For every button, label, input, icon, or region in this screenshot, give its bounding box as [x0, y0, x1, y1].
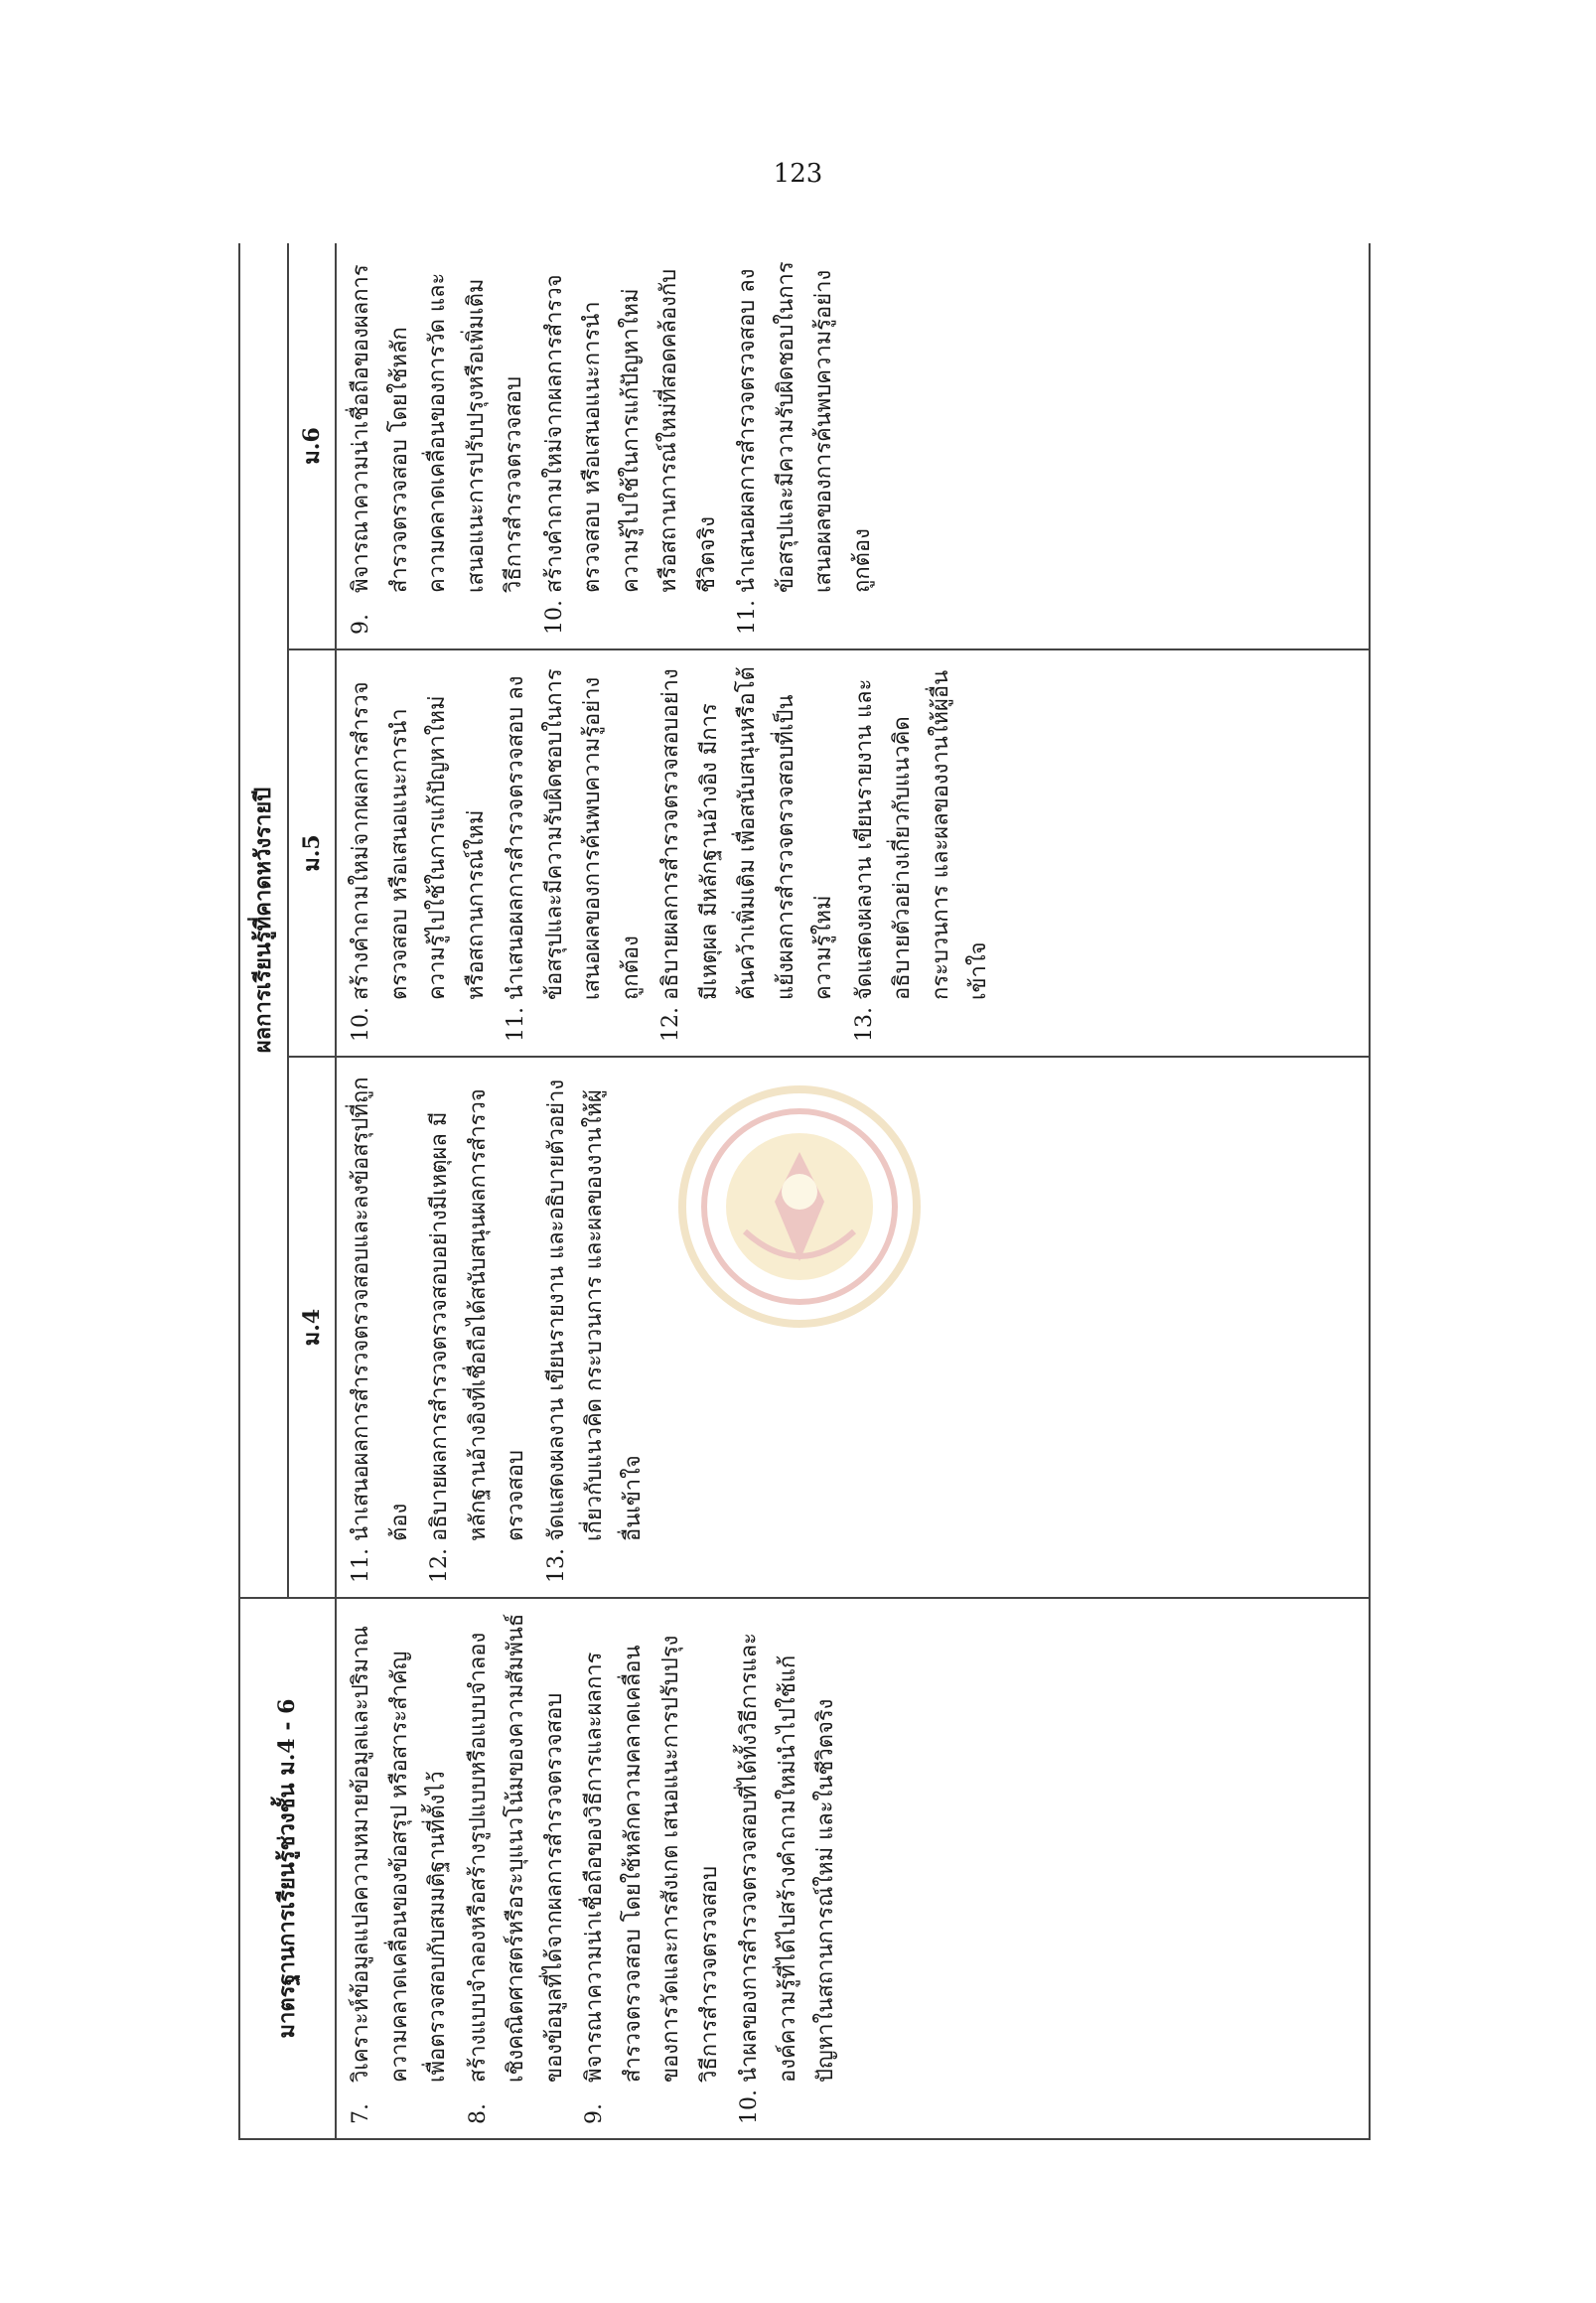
- item-number: 11.: [349, 1548, 373, 1583]
- item-number: 12.: [658, 1007, 683, 1042]
- item-number: 9.: [582, 2103, 607, 2124]
- header-grade-m6: ม.6: [288, 243, 337, 649]
- rotated-table-canvas: [238, 243, 1371, 2140]
- item-text: สร้างคำถามใหม่จากผลการสำรวจตรวจสอบ หรือเสนอแนะการนำความรู้ไปใช้ในการแก้ปัญหาใหม่หรือสถานการณ์ใหม่: [349, 681, 489, 1000]
- list-item: [343, 664, 496, 1042]
- list-item: [731, 1613, 846, 2124]
- item-number: 10.: [541, 600, 567, 635]
- m5-outcomes-list: [343, 664, 999, 1042]
- m4-outcomes-list: [343, 1072, 653, 1583]
- standards-cell: [336, 1598, 1370, 2139]
- item-number: 7.: [349, 2103, 373, 2124]
- rotated-table-frame: [238, 243, 1371, 2140]
- item-text: นำเสนอผลการสำรวจตรวจสอบและลงข้อสรุปที่ถูกต้อง: [349, 1077, 412, 1541]
- item-number: 8.: [465, 2103, 491, 2124]
- grade-m4-cell: [336, 1057, 1370, 1598]
- item-number: 10.: [737, 2089, 762, 2124]
- list-item: [343, 1613, 458, 2124]
- list-item: [460, 1613, 575, 2124]
- item-text: นำเสนอผลการสำรวจตรวจสอบ ลงข้อสรุปและมีความรับผิดชอบในการเสนอผลของการค้นพบความรู้อย่างถูกต้อง: [735, 261, 875, 593]
- list-item: [343, 257, 534, 635]
- item-number: 11.: [735, 600, 760, 635]
- item-number: 12.: [427, 1548, 452, 1583]
- item-text: สร้างแบบจำลองหรือสร้างรูปแบบหรือแบบจำลองเชิงคณิตศาสตร์หรือระบุแนวโน้มของความสัมพันธ์ของข้อมูลที่ได้จากผลการสำรวจตรวจสอบ: [465, 1613, 567, 2083]
- item-text: จัดแสดงผลงาน เขียนรายงาน และอธิบายตัวอย่างเกี่ยวกับแนวคิด กระบวนการ และผลของงานให้ผู้อื่นเข้าใจ: [543, 1079, 646, 1541]
- item-text: พิจารณาความน่าเชื่อถือของผลการสำรวจตรวจสอบ โดยใช้หลักความคลาดเคลื่อนของการวัด และเสนอแนะการปรับปรุงหรือเพิ่มเติมวิธีการสำรวจตรวจสอบ: [349, 264, 526, 593]
- header-standard: มาตรฐานการเรียนรู้ช่วงชั้น ม.4 - 6: [239, 1598, 336, 2139]
- list-item: [498, 664, 651, 1042]
- list-item: [729, 257, 882, 635]
- item-text: วิเคราะห์ข้อมูลแปลความหมายข้อมูลและปริมาณความคลาดเคลื่อนของข้อสรุป หรือสาระสำคัญ เพื่อตรวจสอบกับสมมติฐานที่ตั้งไว้: [349, 1626, 450, 2083]
- item-number: 13.: [851, 1007, 877, 1042]
- list-item: [538, 1072, 653, 1583]
- header-grade-m4: ม.4: [288, 1057, 337, 1598]
- header-grade-m5: ม.5: [288, 649, 337, 1057]
- m6-outcomes-list: [343, 257, 882, 635]
- item-text: อธิบายผลการสำรวจตรวจสอบอย่างมีเหตุผล มีหลักฐานอ้างอิงที่เชื่อถือได้สนับสนุนผลการสำรวจตรวจสอบ: [427, 1088, 528, 1541]
- item-text: นำเสนอผลการสำรวจตรวจสอบ ลงข้อสรุปและมีความรับผิดชอบในการเสนอผลของการค้นพบความรู้อย่างถูกต้อง: [504, 668, 644, 1000]
- grade-m5-cell: [336, 649, 1370, 1057]
- page-number: 123: [773, 159, 823, 189]
- item-text: สร้างคำถามใหม่จากผลการสำรวจตรวจสอบ หรือเสนอแนะการนำความรู้ไปใช้ในการแก้ปัญหาใหม่หรือสถานการณ์ใหม่ที่สอดคล้องกับชีวิตจริง: [541, 268, 720, 593]
- item-number: 10.: [349, 1007, 373, 1042]
- item-number: 13.: [543, 1548, 569, 1583]
- list-item: [343, 1072, 419, 1583]
- item-text: อธิบายผลการสำรวจตรวจสอบอย่างมีเหตุผล มีหลักฐานอ้างอิง มีการค้นคว้าเพิ่มเติม เพื่อสนับสนุนหรือโต้แย้งผลการสำรวจตรวจสอบที่เป็นความรู้ใหม่: [658, 666, 836, 1000]
- list-item: [576, 1613, 729, 2124]
- grade-m6-cell: [336, 243, 1370, 649]
- list-item: [421, 1072, 536, 1583]
- standards-list: [343, 1613, 846, 2124]
- header-expected-outcomes: ผลการเรียนรู้ที่คาดหวังรายปี: [239, 243, 288, 1598]
- item-text: จัดแสดงผลงาน เขียนรายงาน และอธิบายตัวอย่างเกี่ยวกับแนวคิด กระบวนการ และผลของงานให้ผู้อื่นเข้าใจ: [851, 669, 991, 1000]
- item-text: พิจารณาความน่าเชื่อถือของวิธีการและผลการสำรวจตรวจสอบ โดยใช้หลักความคลาดเคลื่อนของการวัดและการสังเกต เสนอแนะการปรับปรุงวิธีการสำรวจตรวจสอบ: [582, 1635, 722, 2083]
- list-item: [536, 257, 728, 635]
- item-number: 11.: [504, 1007, 528, 1042]
- learning-standards-table: [238, 243, 1371, 2140]
- list-item: [846, 664, 999, 1042]
- list-item: [653, 664, 844, 1042]
- item-text: นำผลของการสำรวจตรวจสอบที่ได้ทั้งวิธีการและองค์ความรู้ที่ได้ไปสร้างคำถามใหม่นำไปใช้แก้ปัญหาในสถานการณ์ใหม่ และในชีวิตจริง: [737, 1633, 838, 2083]
- item-number: 9.: [349, 614, 373, 635]
